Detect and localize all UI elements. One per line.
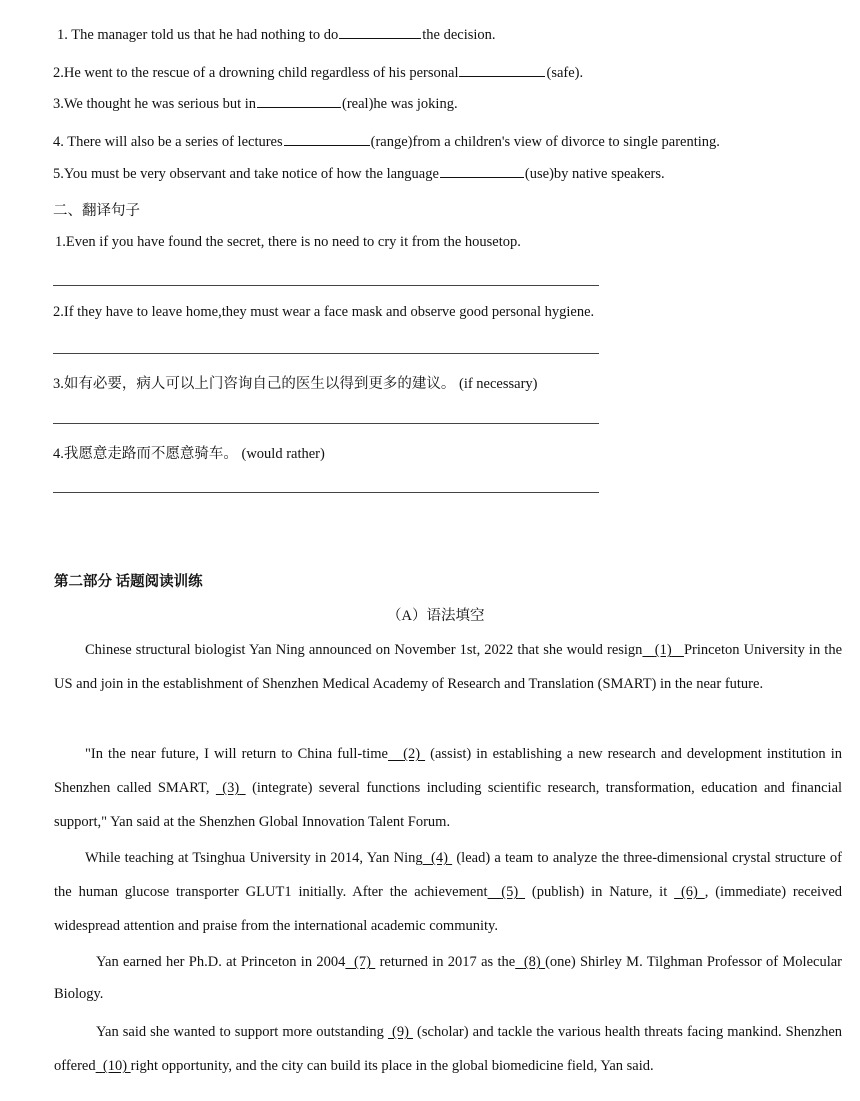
exercise-item-4 xyxy=(53,133,720,151)
answer-blank[interactable] xyxy=(284,133,370,146)
blank-1[interactable]: (1) xyxy=(654,642,672,658)
translation-item-1: 1.Even if you have found the secret, there is no need to cry it from the housetop. xyxy=(55,234,521,250)
blank-10[interactable]: (10) xyxy=(102,1058,128,1074)
exercise-item-5 xyxy=(53,165,665,183)
blank-9[interactable]: (9) xyxy=(392,1024,409,1040)
item-text-post: (safe). xyxy=(546,65,584,81)
item-text-post: (range)from a children's view of divorce to single parenting. xyxy=(370,134,720,150)
exercise-item-2 xyxy=(53,64,583,82)
answer-line-4[interactable] xyxy=(53,492,599,493)
item-text-pre: 1. The manager told us that he had nothing to do xyxy=(57,27,339,43)
answer-blank[interactable] xyxy=(339,26,421,39)
translation-item-2: 2.If they have to leave home,they must wear a face mask and observe good personal hygiene. xyxy=(53,304,595,320)
blank-2[interactable]: (2) xyxy=(403,746,421,762)
blank-5[interactable]: (5) xyxy=(501,884,519,900)
answer-blank[interactable] xyxy=(440,165,524,178)
item-text-pre: 4. There will also be a series of lectures xyxy=(53,134,283,150)
blank-4[interactable]: (4) xyxy=(431,850,448,866)
passage-paragraph-4: Yan earned her Ph.D. at Princeton in 2004 (7) returned in 2017 as the (8) (one) Shirley M. Tilghman Professor of Molecular Biology. xyxy=(54,954,842,1002)
item-text-pre: 5.You must be very observant and take notice of how the language xyxy=(53,166,439,182)
item-text-post: (real)he was joking. xyxy=(342,96,458,112)
answer-line-1[interactable] xyxy=(53,285,599,286)
blank-3[interactable]: (3) xyxy=(222,780,240,796)
item-text-post: the decision. xyxy=(422,27,496,43)
sub-heading-grammar-fill: （A）语法填空 xyxy=(387,608,485,624)
answer-line-3[interactable] xyxy=(53,423,599,424)
blank-7[interactable]: (7) xyxy=(354,954,371,970)
passage-paragraph-5: Yan said she wanted to support more outstanding (9) (scholar) and tackle the various health threats facing mankind. Shenzhen offered (10) right opportunity, and the city can build its place in the global biomedicine field, Yan said. xyxy=(54,1024,843,1074)
answer-blank[interactable] xyxy=(459,64,545,77)
passage-paragraph-3: While teaching at Tsinghua University in 2014, Yan Ning (4) (lead) a team to analyze the three-dimensional crystal structure of the human glucose transporter GLUT1 initially. After the achievement (5) (publish) in Nature, it (6) , (immediate) received widespread attention and praise from the international academic community. xyxy=(54,850,843,934)
exercise-item-3 xyxy=(53,95,458,113)
translation-item-4: 4.我愿意走路而不愿意骑车。 (would rather) xyxy=(53,446,325,462)
item-text-pre: 3.We thought he was serious but in xyxy=(53,96,257,112)
answer-line-2[interactable] xyxy=(53,353,599,354)
exercise-item-1 xyxy=(57,26,496,44)
translation-item-3: 3.如有必要，病人可以上门咨询自己的医生以得到更多的建议。 (if necessary) xyxy=(53,376,538,392)
passage-paragraph-2: "In the near future, I will return to China full-time (2) (assist) in establishing a new research and development institution in Shenzhen called SMART, (3) (integrate) several functions including scientific research, transformation, education and financial support," Yan said at the Shenzhen Global Innovation Talent Forum. xyxy=(54,746,843,830)
blank-6[interactable]: (6) xyxy=(680,884,698,900)
section-heading-translation: 二、翻译句子 xyxy=(53,203,140,219)
passage-paragraph-1: Chinese structural biologist Yan Ning announced on November 1st, 2022 that she would resign (1) Princeton University in the US and join in the establishment of Shenzhen Medical Academy of Research and Translation (SMART) in the near future. xyxy=(54,642,843,692)
blank-8[interactable]: (8) xyxy=(523,954,541,970)
item-text-pre: 2.He went to the rescue of a drowning child regardless of his personal xyxy=(53,65,459,81)
answer-blank[interactable] xyxy=(257,95,341,108)
item-text-post: (use)by native speakers. xyxy=(524,166,665,182)
part-heading: 第二部分 话题阅读训练 xyxy=(54,574,203,590)
